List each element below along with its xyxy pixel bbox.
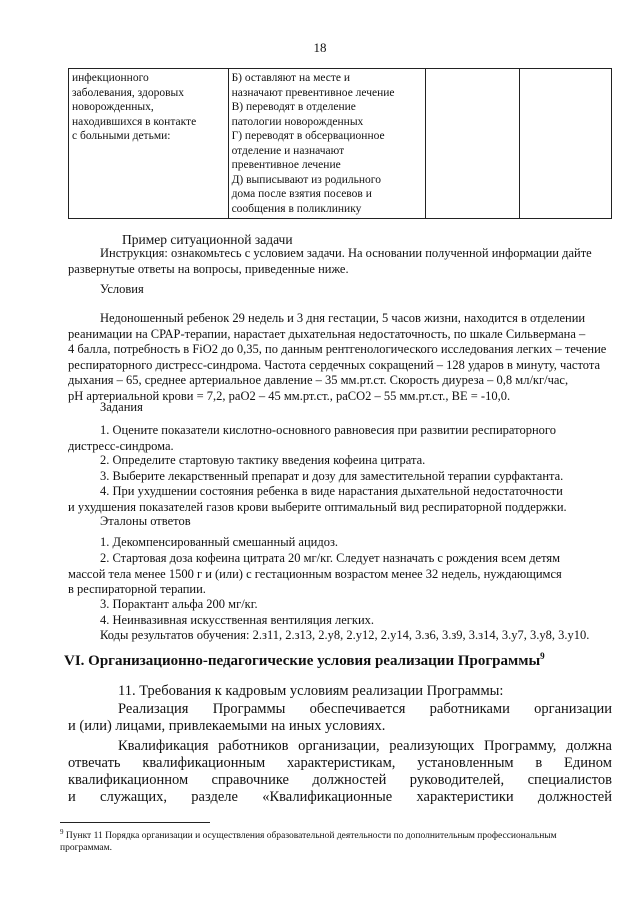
- cell-text: назначают превентивное лечение: [231, 86, 395, 99]
- answer-2: [68, 551, 612, 598]
- cell-text: Г) переводят в обсервационное: [231, 130, 385, 142]
- footnote-text: Пункт 11 Порядка организации и осуществления образовательной деятельности по дополнительным профессиональным: [65, 831, 557, 842]
- section-title: [64, 651, 545, 670]
- text-line: [60, 826, 612, 842]
- text-line: [68, 789, 612, 806]
- word: Квалификация: [118, 738, 209, 754]
- text-line: 2. Стартовая доза кофеина цитрата 20 мг/кг. Следует назначать с рождения всем детям: [100, 551, 561, 565]
- answer-4: 4. Неинвазивная искусственная вентиляция легких.: [100, 613, 375, 627]
- word: специалистов: [527, 772, 612, 788]
- word: Программы: [212, 701, 286, 717]
- word: Программу,: [484, 738, 557, 754]
- word: обеспечивается: [309, 701, 406, 717]
- cell-text: инфекционного: [72, 72, 149, 84]
- conditions-label: Условия: [100, 282, 144, 296]
- footnote-ref: 9: [540, 651, 545, 661]
- text-line: реанимации на СРАР-терапии, нарастает дыхательная недостаточность, по шкале Сильвермана –: [68, 326, 586, 341]
- word: должностей: [312, 772, 387, 788]
- text-line: 1. Оцените показатели кислотно-основного равновесия при развитии респираторного: [100, 423, 556, 437]
- cell-text: сообщения в поликлинику: [231, 202, 362, 215]
- text-line: и ухудшения показателей газов крови выберите оптимальный вид респираторной поддержки.: [68, 499, 567, 514]
- word: руководителей,: [409, 772, 505, 788]
- task-3: 3. Выберите лекарственный препарат и дозу для заместительной терапии сурфактанта.: [100, 469, 564, 483]
- word: в: [535, 755, 543, 771]
- word: должна: [566, 738, 612, 754]
- cell-text: превентивное лечение: [231, 159, 341, 171]
- text-line: 4 балла, потребность в FiO2 до 0,35, по данным рентгенологического исследования легких – течение: [68, 342, 607, 357]
- text-line: [68, 755, 612, 772]
- table-cell-empty: [426, 69, 519, 219]
- word: организации,: [298, 738, 380, 754]
- cell-text: новорожденных,: [72, 101, 154, 113]
- task-4: [68, 484, 612, 515]
- test-answers-table: [68, 68, 612, 219]
- implementation-paragraph: [68, 701, 612, 735]
- qualification-paragraph: [68, 738, 612, 806]
- cell-text: находившихся в контакте: [72, 115, 197, 128]
- text-line: дыхания – 65, среднее артериальное давление – 35 мм.рт.ст. Скорость диуреза – 0,8 мл/кг/час,: [68, 373, 569, 388]
- answer-1: 1. Декомпенсированный смешанный ацидоз.: [100, 535, 339, 549]
- staff-requirements-title: 11. Требования к кадровым условиям реализации Программы:: [118, 683, 504, 699]
- text-line: [68, 701, 612, 718]
- text-line: [68, 772, 612, 789]
- text-line: программам.: [60, 843, 113, 854]
- answer-3: 3. Порактант альфа 200 мг/кг.: [100, 597, 258, 611]
- cell-text: с больными детьми:: [72, 130, 171, 142]
- word: Едином: [564, 755, 612, 771]
- word: квалификационным: [142, 755, 266, 771]
- text-line: респираторного дистресс-синдрома. Частота сердечных сокращений – 128 ударов в минуту, частота: [68, 357, 600, 372]
- instruction-paragraph: [68, 246, 612, 277]
- text-line: 4. При ухудшении состояния ребенка в виде нарастания дыхательной недостаточности: [100, 484, 563, 498]
- text-line: в респираторной терапии.: [68, 582, 206, 597]
- line-text: и (или) лицами, привлекаемыми на иных условиях.: [68, 718, 386, 734]
- answers-label: Эталоны ответов: [100, 514, 191, 528]
- situational-task-title: Пример ситуационной задачи: [122, 232, 293, 247]
- word: должностей: [537, 789, 612, 805]
- text-line: [68, 738, 612, 755]
- text-line: pH артериальной крови = 7,2, раО2 – 45 мм.рт.ст., раСО2 – 55 мм.рт.ст., BE = -10,0.: [68, 388, 511, 403]
- text-line: Инструкция: ознакомьтесь с условием задачи. На основании полученной информации дайте: [100, 246, 592, 260]
- word: характеристики: [416, 789, 514, 805]
- word: отвечать: [68, 755, 121, 771]
- cell-text: патологии новорожденных: [231, 115, 364, 128]
- word: разделе: [191, 789, 238, 805]
- table-cell-empty: [519, 69, 611, 219]
- text-line: дистресс-синдрома.: [68, 438, 174, 453]
- text-line: Недоношенный ребенок 29 недель и 3 дня гестации, 5 часов жизни, находится в отделении: [100, 311, 586, 325]
- section-title-text: VI. Организационно-педагогические условия реализации Программы: [64, 653, 541, 669]
- word: характеристикам,: [287, 755, 396, 771]
- word: организации: [534, 701, 612, 717]
- word: работников: [218, 738, 289, 754]
- word: служащих,: [100, 789, 168, 805]
- conditions-paragraph: [68, 311, 612, 405]
- table-cell-options: [228, 69, 426, 219]
- result-codes: Коды результатов обучения: 2.з11, 2.з13, 2.у8, 2.у12, 2.у14, 3.з6, 3.з9, 3.з14, 3.у7, 3.у8, 3.у10.: [100, 628, 590, 642]
- word: «Квалификационные: [262, 789, 393, 805]
- word: реализующих: [389, 738, 475, 754]
- cell-text: заболевания, здоровых: [72, 86, 185, 99]
- text-line: развернутые ответы на вопросы, приведенные ниже.: [68, 261, 349, 276]
- page-number: 18: [313, 40, 327, 55]
- tasks-label: Задания: [100, 400, 143, 414]
- word: работниками: [429, 701, 510, 717]
- word: квалификационном: [68, 772, 189, 788]
- word: установленным: [417, 755, 514, 771]
- word: Реализация: [118, 701, 189, 717]
- footnote-mark: 9: [60, 828, 64, 836]
- cell-text: Д) выписывают из родильного: [231, 173, 381, 186]
- cell-text: отделение и назначают: [231, 144, 345, 157]
- table-cell-condition: [69, 69, 229, 219]
- text-line: [68, 718, 612, 735]
- word: и: [68, 789, 76, 805]
- footnote: [60, 826, 612, 854]
- cell-text: Б) оставляют на месте и: [231, 72, 351, 84]
- word: справочнике: [211, 772, 289, 788]
- task-1: [68, 423, 612, 454]
- text-line: массой тела менее 1500 г и (или) с гестационным возрастом менее 32 недель, нуждающимся: [68, 566, 562, 581]
- footnote-divider: [60, 822, 210, 823]
- cell-text: дома после взятия посевов и: [231, 188, 372, 200]
- cell-text: В) переводят в отделение: [231, 101, 356, 113]
- task-2: 2. Определите стартовую тактику введения кофеина цитрата.: [100, 453, 426, 467]
- table-row: [69, 69, 612, 219]
